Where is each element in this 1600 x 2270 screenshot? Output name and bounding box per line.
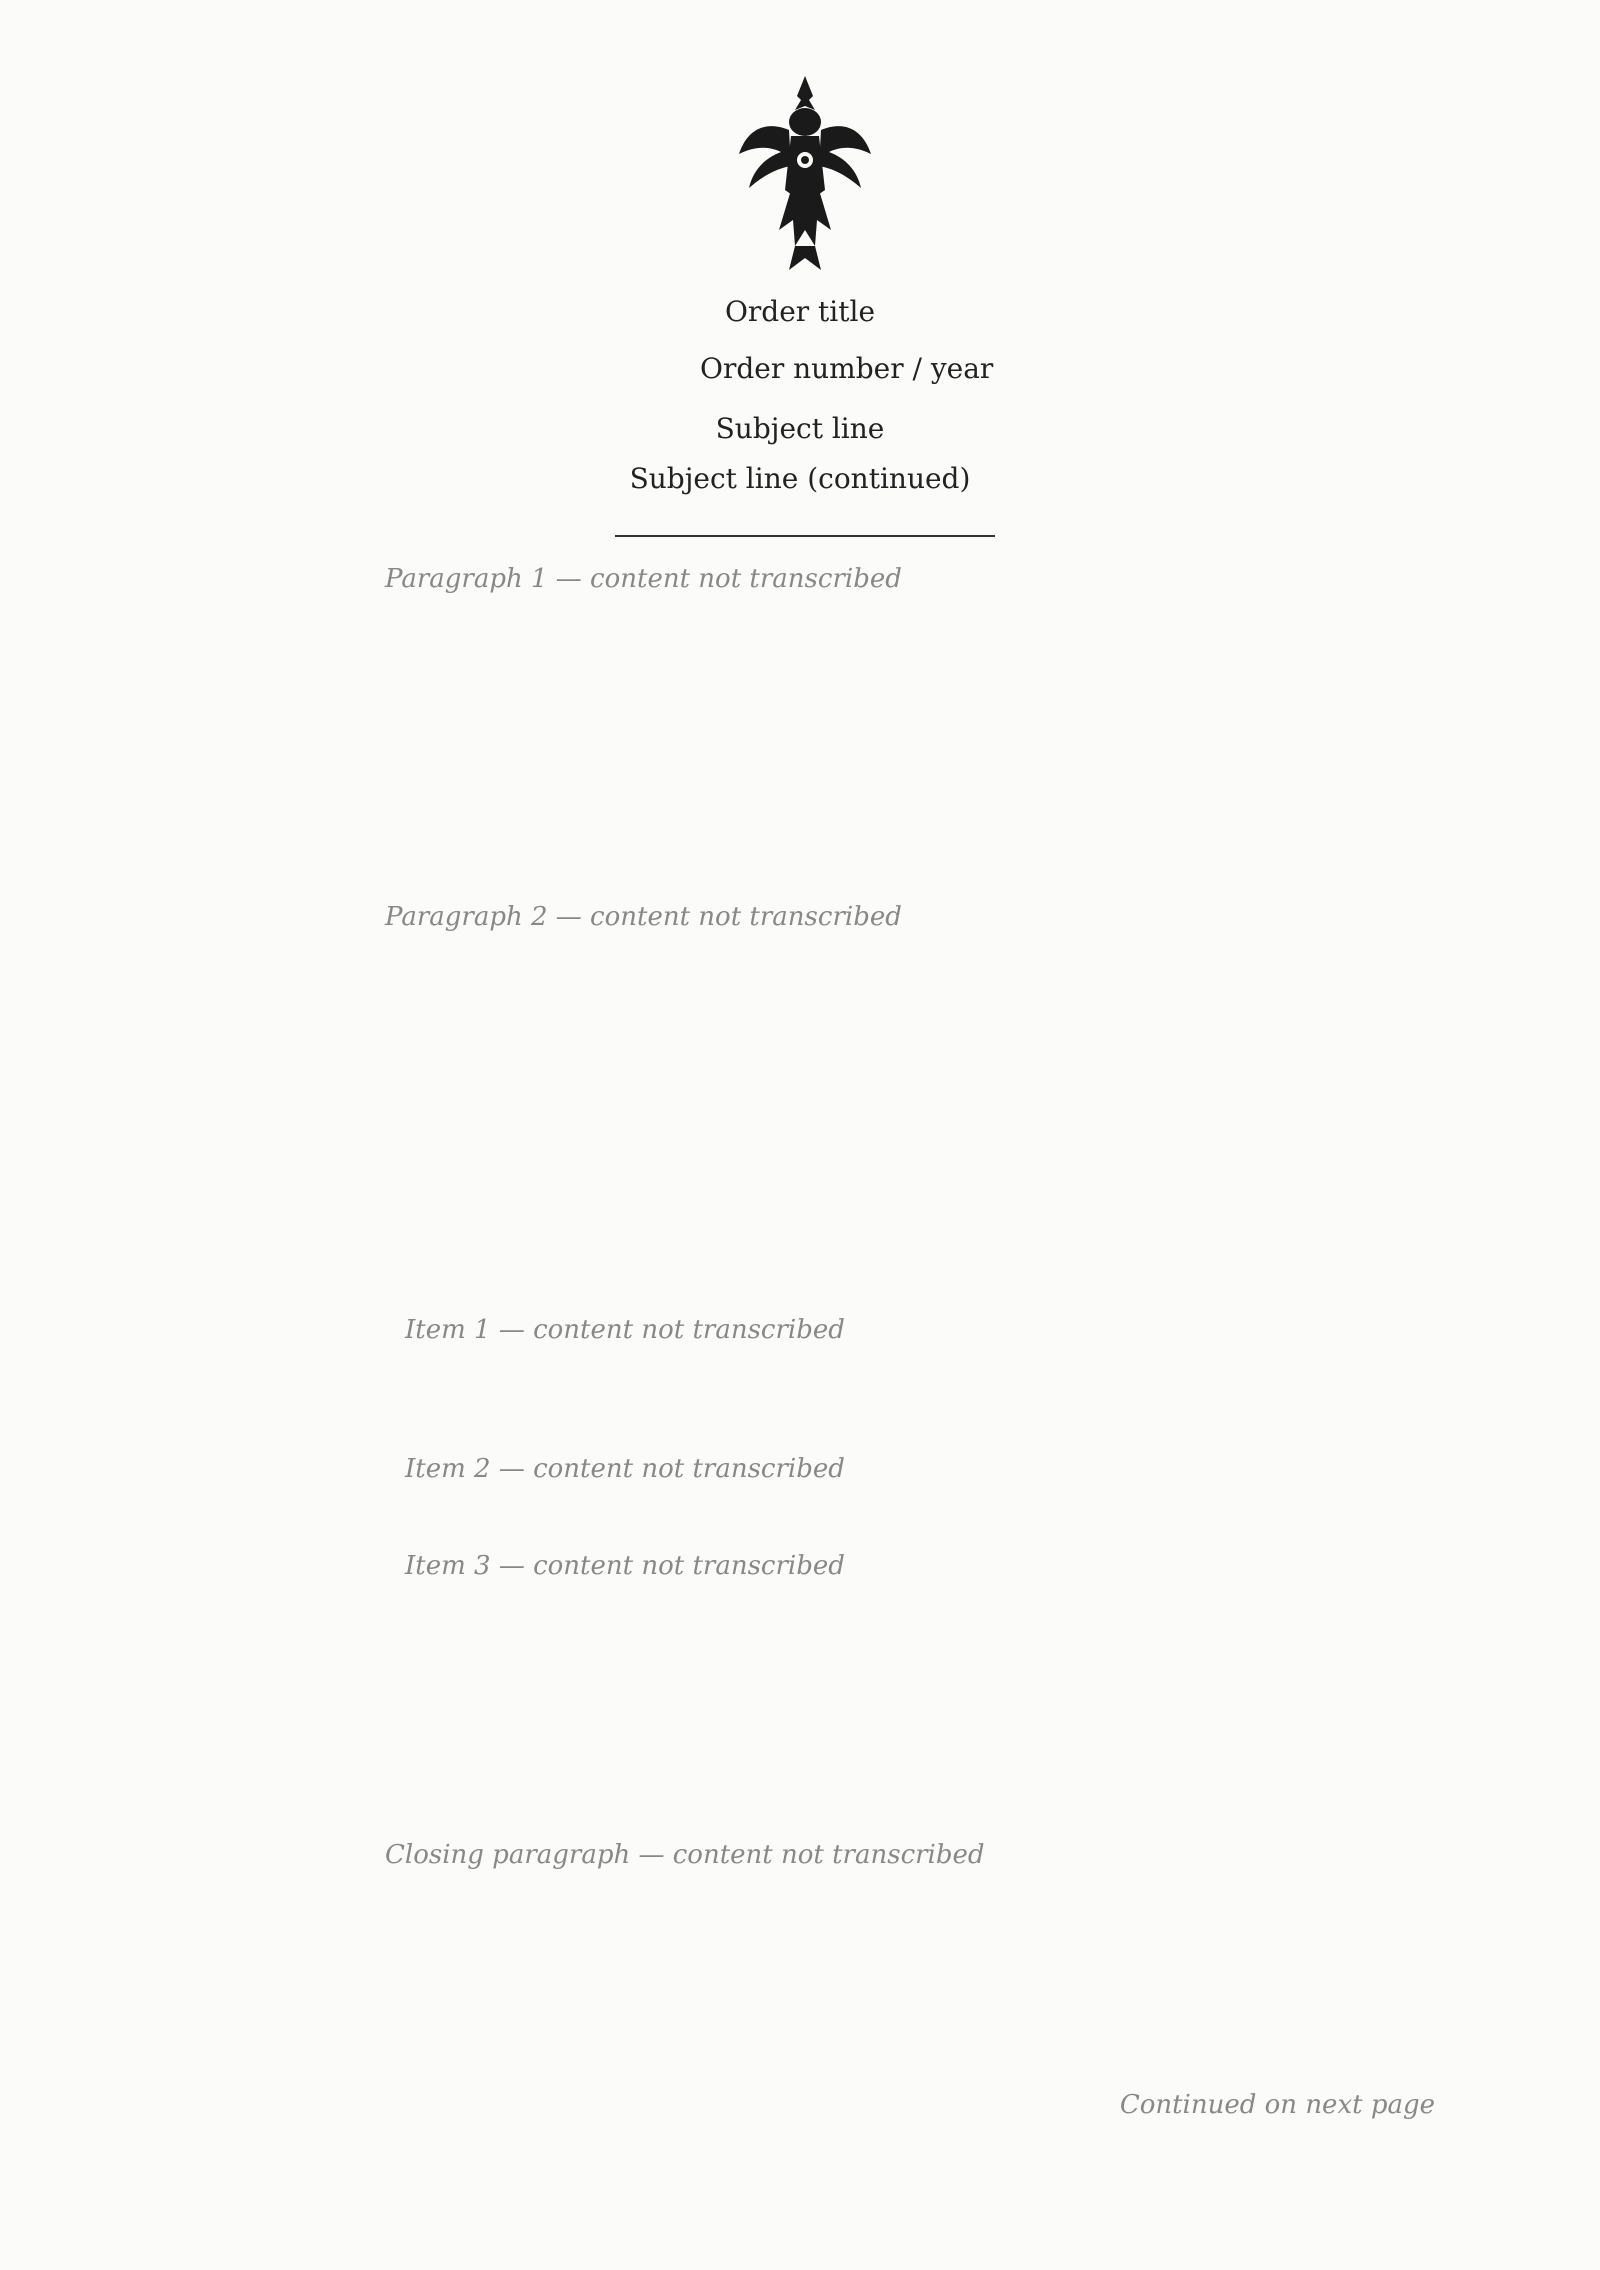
order-heading: Order title	[724, 295, 876, 328]
order-number: Order number / year	[700, 352, 994, 385]
subject-line: Subject line	[715, 412, 885, 445]
garuda-emblem-icon	[735, 70, 875, 280]
paragraph-1: Paragraph 1 — content not transcribed	[385, 564, 902, 594]
item-2: Item 2 — content not transcribed	[405, 1454, 845, 1484]
subject-line-2: Subject line (continued)	[629, 462, 971, 495]
item-1: Item 1 — content not transcribed	[405, 1315, 845, 1345]
continuation-note: Continued on next page	[1119, 2090, 1435, 2120]
item-3: Item 3 — content not transcribed	[405, 1551, 845, 1581]
paragraph-2: Paragraph 2 — content not transcribed	[385, 902, 902, 932]
closing-paragraph: Closing paragraph — content not transcribed	[385, 1840, 985, 1870]
divider	[615, 535, 995, 537]
